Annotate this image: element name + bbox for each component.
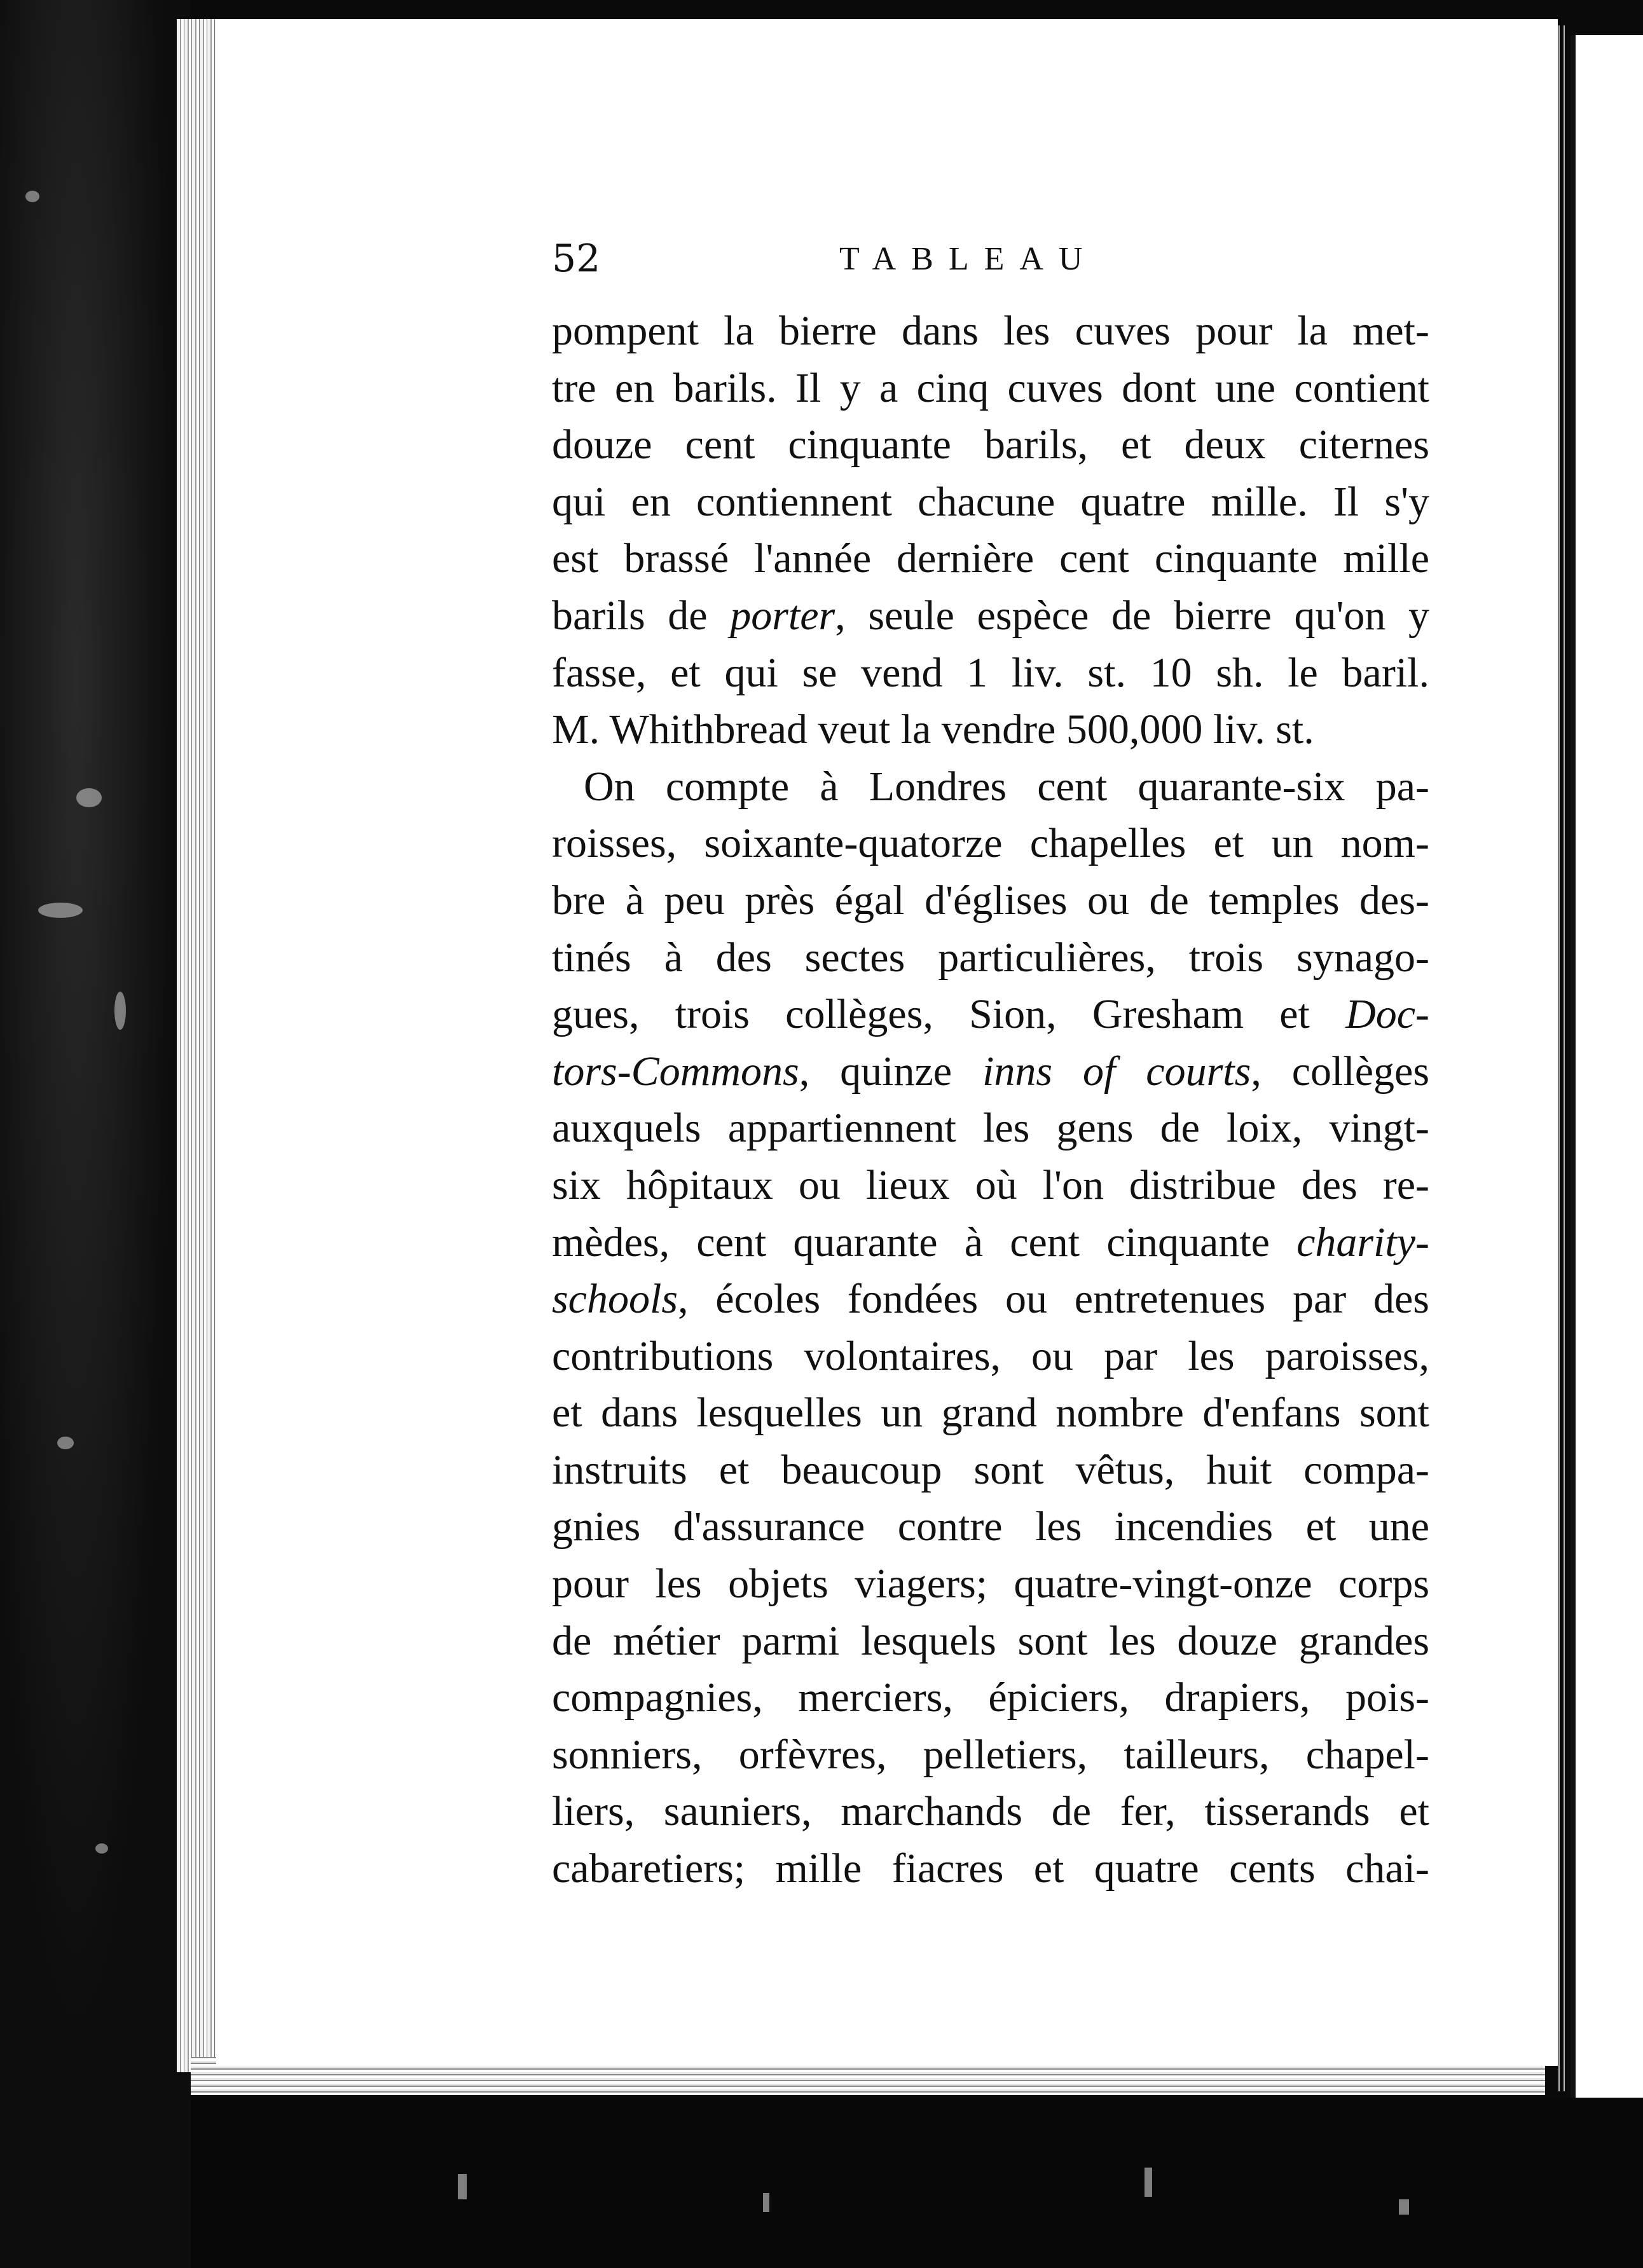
text-line — [552, 815, 1429, 872]
scan-speck — [763, 2193, 769, 2212]
text-line — [552, 1613, 1429, 1670]
text-run: bre à peu près égal d'églises ou de temples des- — [552, 877, 1429, 924]
italic-text: Doc- — [1345, 991, 1429, 1038]
text-line — [552, 645, 1429, 702]
text-line — [552, 1669, 1429, 1726]
text-run: qui en contiennent chacune quatre mille. Il s'y — [552, 478, 1429, 525]
text-line — [552, 530, 1429, 587]
text-run: pompent la bierre dans les cuves pour la met- — [552, 308, 1429, 354]
italic-text: charity- — [1296, 1219, 1429, 1266]
text-run: tinés à des sectes particulières, trois synago- — [552, 934, 1429, 981]
text-run: , collèges — [1251, 1048, 1429, 1095]
text-line — [552, 701, 1429, 758]
text-line — [552, 758, 1429, 816]
scan-speck — [57, 1437, 74, 1449]
text-run: douze cent cinquante barils, et deux citernes — [552, 421, 1429, 468]
text-run: gues, trois collèges, Sion, Gresham et — [552, 991, 1346, 1038]
text-line — [552, 1328, 1429, 1385]
text-line — [552, 929, 1429, 987]
text-run: pour les objets viagers; quatre-vingt-onze corps — [552, 1561, 1429, 1608]
text-run: tre en barils. Il y a cinq cuves dont une contient — [552, 364, 1429, 411]
text-line — [552, 1783, 1429, 1840]
text-run: compagnies, merciers, épiciers, drapiers, pois- — [552, 1674, 1429, 1721]
text-run: , quinze — [799, 1048, 983, 1095]
text-line — [552, 474, 1429, 531]
text-line — [552, 986, 1429, 1043]
text-run: de métier parmi lesquels sont les douze grandes — [552, 1617, 1429, 1664]
text-run: est brassé l'année dernière cent cinquante mille — [552, 535, 1429, 582]
scan-speck — [38, 903, 83, 918]
text-run: mèdes, cent quarante à cent cinquante — [552, 1219, 1297, 1266]
text-line — [552, 587, 1429, 645]
text-line — [552, 1726, 1429, 1784]
text-line — [552, 872, 1429, 929]
text-line — [552, 303, 1429, 360]
text-run: sonniers, orfèvres, pelletiers, tailleurs, chapel- — [552, 1731, 1429, 1778]
scan-border-left — [0, 0, 191, 2268]
body-text — [552, 303, 1429, 1897]
text-line — [552, 1157, 1429, 1214]
text-run: roisses, soixante-quatorze chapelles et un nom- — [552, 820, 1429, 867]
running-head — [552, 236, 1404, 294]
text-run: et dans lesquelles un grand nombre d'enfans sont — [552, 1390, 1429, 1437]
scan-border-bottom — [191, 2098, 1643, 2268]
text-line — [552, 416, 1429, 474]
facing-page — [1571, 35, 1643, 2209]
text-run: six hôpitaux ou lieux où l'on distribue des re- — [552, 1161, 1429, 1208]
text-run: contributions volontaires, ou par les paroisses, — [552, 1332, 1429, 1379]
text-line — [552, 1043, 1429, 1100]
scan-speck — [114, 992, 126, 1030]
text-run: On compte à Londres cent quarante-six pa- — [584, 763, 1429, 810]
text-run: liers, sauniers, marchands de fer, tisserands et — [552, 1788, 1429, 1835]
italic-text: tors-Commons — [552, 1048, 799, 1095]
text-run: , seule espèce de bierre qu'on y — [835, 592, 1429, 639]
text-line — [552, 1214, 1429, 1271]
text-run: auxquels appartiennent les gens de loix, vingt- — [552, 1105, 1429, 1152]
text-run: barils de — [552, 592, 731, 639]
italic-text: porter — [730, 592, 835, 639]
text-line — [552, 1271, 1429, 1328]
text-run: instruits et beaucoup sont vêtus, huit compa- — [552, 1446, 1429, 1493]
text-line — [552, 360, 1429, 417]
text-run: M. Whithbread veut la vendre 500,000 liv. st. — [552, 706, 1314, 753]
scan-speck — [76, 788, 102, 807]
italic-text: schools — [552, 1276, 678, 1323]
text-line — [552, 1498, 1429, 1555]
text-line — [552, 1555, 1429, 1613]
text-line — [552, 1100, 1429, 1157]
scan-speck — [458, 2174, 467, 2199]
scan-speck — [95, 1843, 108, 1854]
text-run: fasse, et qui se vend 1 liv. st. 10 sh. le baril. — [552, 649, 1429, 696]
text-run: cabaretiers; mille fiacres et quatre cents chai- — [552, 1845, 1429, 1892]
scan-speck — [1399, 2199, 1409, 2215]
scan-speck — [25, 191, 39, 202]
scan-speck — [1145, 2168, 1152, 2197]
text-line — [552, 1384, 1429, 1442]
page-number: 52 — [552, 236, 601, 281]
text-line — [552, 1840, 1429, 1897]
italic-text: inns of courts — [982, 1048, 1251, 1095]
text-run: , écoles fondées ou entretenues par des — [678, 1276, 1429, 1323]
running-title: TABLEAU — [839, 241, 1098, 277]
text-run: gnies d'assurance contre les incendies et une — [552, 1503, 1429, 1550]
text-line — [552, 1442, 1429, 1499]
